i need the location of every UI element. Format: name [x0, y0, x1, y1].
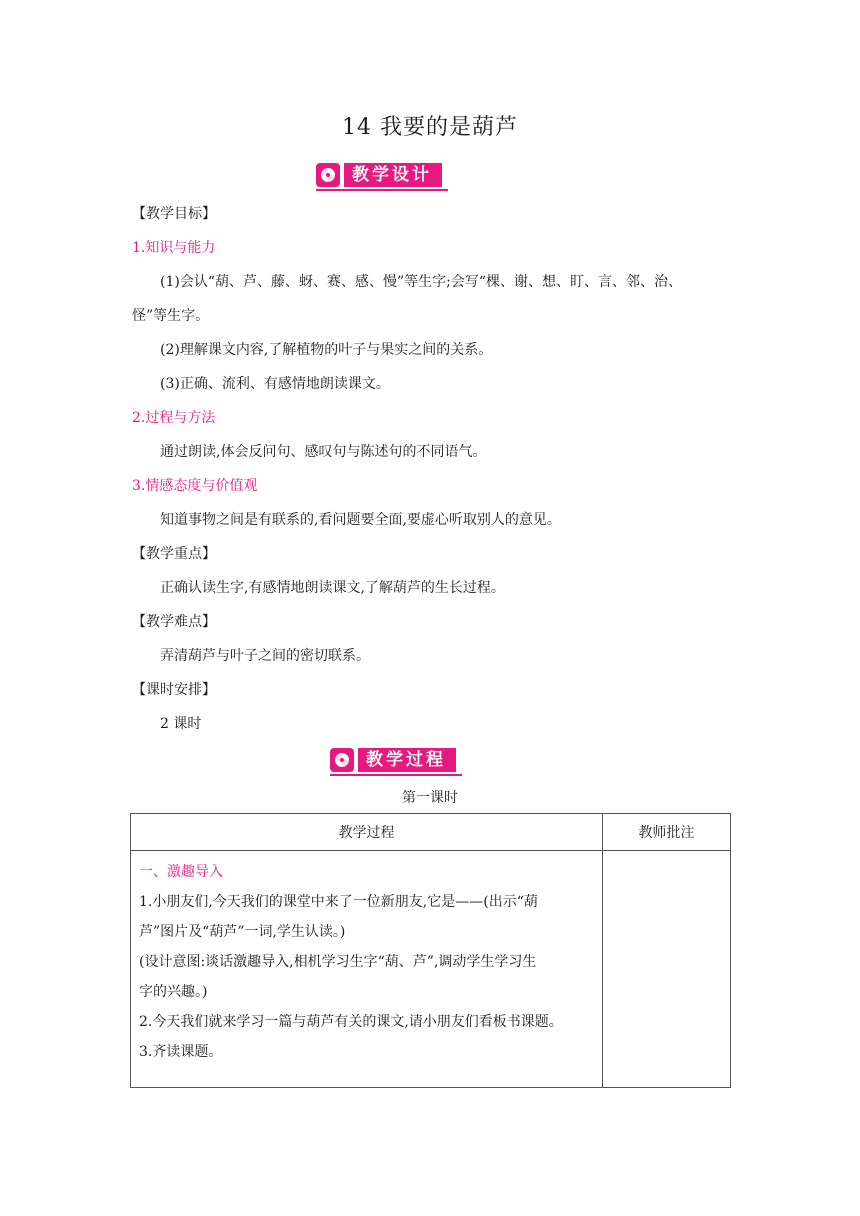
swirl-logo-icon — [316, 163, 340, 187]
key-points-heading: 【教学重点】 — [132, 546, 216, 562]
step-2: 2.今天我们就来学习一篇与葫芦有关的课文,请小朋友们看板书课题。 — [139, 1014, 563, 1030]
step-1: 1.小朋友们,今天我们的课堂中来了一位新朋友,它是——(出示“葫 — [139, 894, 538, 910]
lesson-label: 第一课时 — [402, 790, 458, 806]
goal-paragraph-1-cont: 怪”等生字。 — [132, 308, 210, 324]
column-header-process: 教学过程 — [131, 814, 603, 851]
process-cell — [131, 851, 603, 1088]
schedule-text: 2 课时 — [160, 716, 202, 732]
values-paragraph: 知道事物之间是有联系的,看问题要全面,要虚心听取别人的意见。 — [160, 512, 561, 528]
section-values-title: 3.情感态度与价值观 — [132, 478, 258, 494]
page-title: 14 我要的是葫芦 — [342, 115, 518, 140]
lesson-table — [130, 813, 731, 1088]
design-intent: (设计意图:谈话激趣导入,相机学习生字“葫、芦”,调动学生学习生 — [139, 954, 537, 970]
difficulties-heading: 【教学难点】 — [132, 614, 216, 630]
banner-teaching-design — [316, 161, 448, 191]
goal-paragraph-1: (1)会认“葫、芦、藤、蚜、赛、感、慢”等生字;会写“棵、谢、想、盯、言、邻、治、 — [160, 274, 683, 290]
teacher-notes-cell — [603, 851, 731, 1088]
column-header-notes: 教师批注 — [603, 814, 731, 851]
section-heading: 一、激趣导入 — [139, 864, 223, 880]
goals-heading: 【教学目标】 — [132, 206, 216, 222]
goal-paragraph-2: (2)理解课文内容,了解植物的叶子与果实之间的关系。 — [160, 342, 493, 358]
table-row — [131, 851, 731, 1088]
key-points-text: 正确认读生字,有感情地朗读课文,了解葫芦的生长过程。 — [160, 580, 505, 596]
step-1-cont: 芦”图片及“葫芦”一词,学生认读。) — [139, 924, 346, 940]
section-process-title: 2.过程与方法 — [132, 410, 216, 426]
step-3: 3.齐读课题。 — [139, 1044, 223, 1060]
banner-label: 教学过程 — [358, 748, 456, 772]
section-knowledge-title: 1.知识与能力 — [132, 240, 216, 256]
banner-teaching-process — [330, 746, 462, 776]
banner-label: 教学设计 — [344, 163, 442, 187]
table-header-row — [131, 814, 731, 851]
process-paragraph: 通过朗读,体会反问句、感叹句与陈述句的不同语气。 — [160, 444, 487, 460]
schedule-heading: 【课时安排】 — [132, 682, 216, 698]
difficulties-text: 弄清葫芦与叶子之间的密切联系。 — [160, 648, 370, 664]
swirl-logo-icon — [330, 748, 354, 772]
design-intent-cont: 字的兴趣。) — [139, 984, 208, 1000]
goal-paragraph-3: (3)正确、流利、有感情地朗读课文。 — [160, 376, 390, 392]
